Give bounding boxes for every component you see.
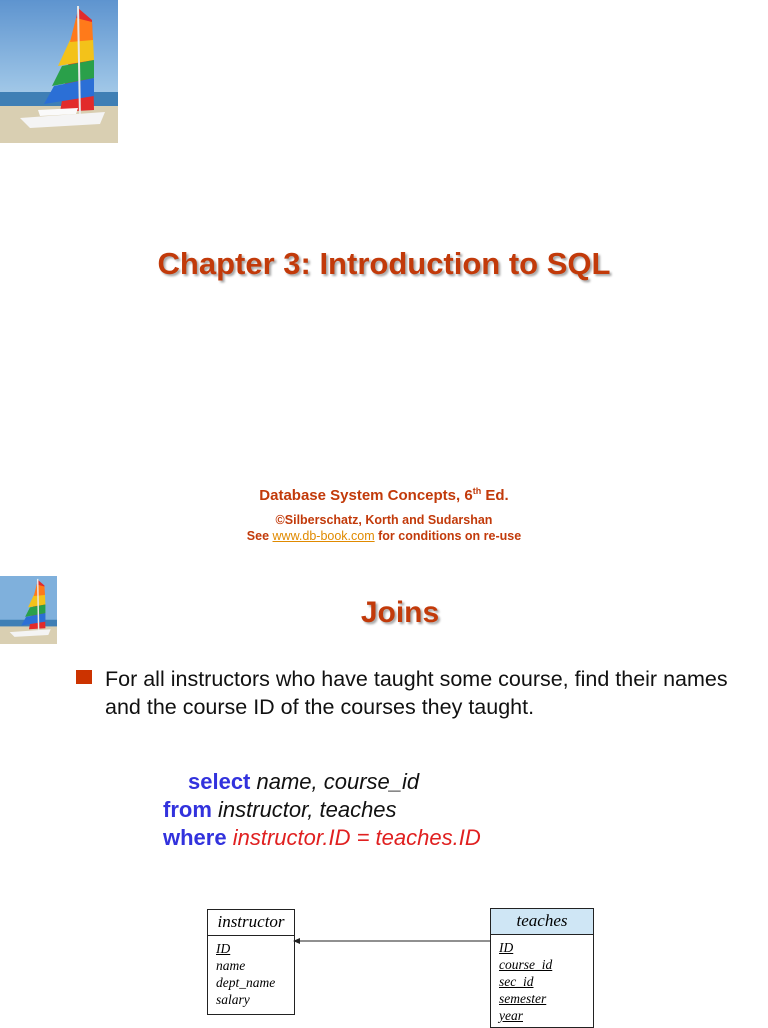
instructor-attr-name: name <box>216 958 246 973</box>
teaches-attr-id: ID <box>499 940 514 955</box>
sailboat-image-small <box>0 576 57 644</box>
reuse-suffix: for conditions on re-use <box>374 529 522 543</box>
arrow-icon <box>293 934 491 948</box>
sql-from-line <box>163 796 397 824</box>
square-bullet-icon <box>76 670 92 684</box>
instructor-attr-dept-name: dept_name <box>216 975 276 990</box>
sql-from-expr: instructor, teaches <box>211 797 397 822</box>
instructor-attr-salary: salary <box>216 992 250 1007</box>
instructor-attr-id: ID <box>216 941 231 956</box>
bullet-text: For all instructors who have taught some course, find their names and the course ID of the courses they taught. <box>105 667 728 719</box>
teaches-attr-sec-id: sec_id <box>499 974 534 989</box>
teaches-attr-course-id: course_id <box>499 957 553 972</box>
teaches-attr-semester: semester <box>499 991 547 1006</box>
sql-select-line <box>188 768 419 796</box>
instructor-attributes <box>208 936 294 1012</box>
sql-select-keyword: select <box>188 769 251 794</box>
copyright-line: ©Silberschatz, Korth and Sudarshan <box>275 513 493 527</box>
sql-select-expr: name, course_id <box>250 769 420 794</box>
instructor-relation-name: instructor <box>208 910 294 936</box>
teaches-relation-box <box>490 908 594 1028</box>
book-title <box>0 486 768 504</box>
book-title-text: Database System Concepts, 6 <box>259 487 473 504</box>
teaches-relation-name: teaches <box>491 909 593 935</box>
sailboat-image <box>0 0 118 143</box>
reuse-notice <box>0 529 768 543</box>
book-title-suffix: Ed. <box>481 487 509 504</box>
db-book-link[interactable]: www.db-book.com <box>272 529 375 543</box>
book-edition-superscript: th <box>472 486 482 496</box>
slide-title: Joins <box>360 596 440 629</box>
reuse-prefix: See <box>246 529 273 543</box>
sql-where-line <box>163 824 481 852</box>
teaches-attributes <box>491 935 593 1028</box>
sql-from-keyword: from <box>163 797 212 822</box>
sql-where-keyword: where <box>163 825 227 850</box>
chapter-title: Chapter 3: Introduction to SQL <box>157 246 611 281</box>
sql-where-condition: instructor.ID = teaches.ID <box>226 825 481 850</box>
teaches-attr-year: year <box>499 1008 523 1023</box>
instructor-relation-box <box>207 909 295 1015</box>
